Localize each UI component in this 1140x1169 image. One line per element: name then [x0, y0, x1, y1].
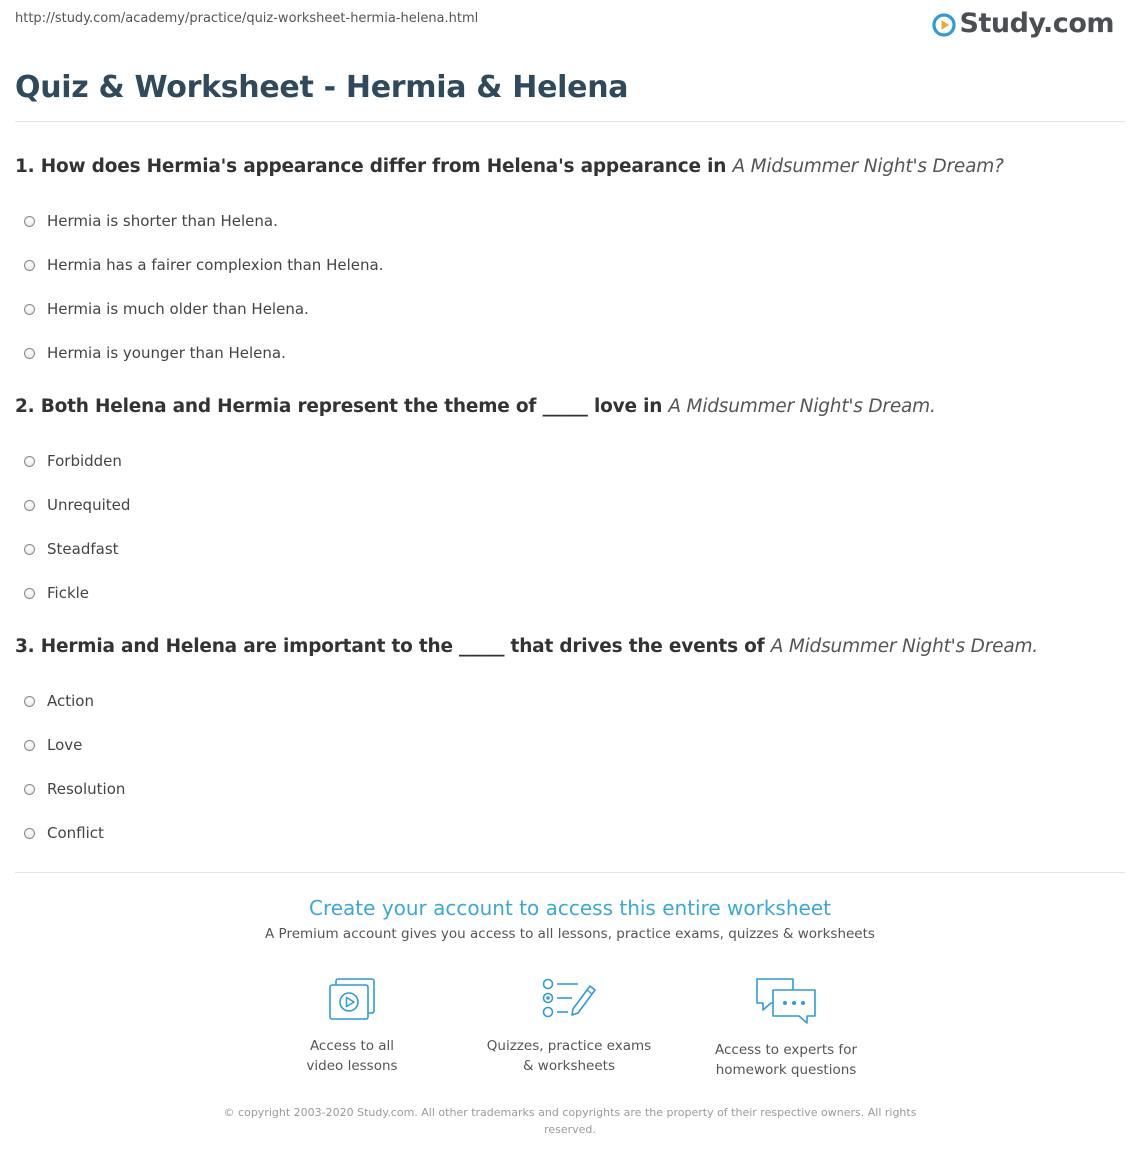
feature-label-line: Access to all — [309, 1038, 395, 1054]
answer-option[interactable] — [15, 571, 1125, 615]
option-label: Hermia is younger than Helena. — [47, 344, 286, 362]
option-label: Resolution — [47, 780, 126, 798]
radio-button[interactable] — [24, 696, 35, 707]
feature-label-line: & worksheets — [522, 1058, 615, 1074]
option-label: Fickle — [47, 584, 90, 602]
answer-option[interactable] — [15, 483, 1125, 527]
answer-option[interactable] — [15, 331, 1125, 375]
question-work-title: A Midsummer Night's Dream? — [732, 156, 1004, 177]
title-divider — [15, 121, 1125, 122]
top-bar — [0, 0, 1140, 50]
play-logo-icon — [932, 13, 956, 37]
radio-button[interactable] — [24, 500, 35, 511]
radio-button[interactable] — [24, 588, 35, 599]
radio-button[interactable] — [24, 544, 35, 555]
feature-quizzes — [469, 976, 669, 1076]
question-prompt: 1. How does Hermia's appearance differ from Helena's appearance in — [15, 156, 733, 177]
radio-button[interactable] — [24, 348, 35, 359]
radio-button[interactable] — [24, 784, 35, 795]
feature-label — [252, 1036, 452, 1076]
option-label: Conflict — [47, 824, 104, 842]
feature-label — [686, 1040, 886, 1080]
option-label: Love — [47, 736, 83, 754]
radio-button[interactable] — [24, 828, 35, 839]
question-prompt: 2. Both Helena and Hermia represent the theme of _____ love in — [15, 396, 669, 417]
answer-option[interactable] — [15, 287, 1125, 331]
quiz-checklist-icon — [540, 976, 598, 1022]
logo-text: Study.com — [959, 8, 1114, 39]
option-label: Steadfast — [47, 540, 119, 558]
question-work-title: A Midsummer Night's Dream. — [770, 636, 1038, 657]
radio-button[interactable] — [24, 740, 35, 751]
video-lessons-icon — [326, 976, 378, 1022]
feature-label-line: Quizzes, practice exams — [486, 1038, 652, 1054]
question-text — [15, 156, 1125, 177]
option-label: Hermia has a fairer complexion than Helena. — [47, 256, 384, 274]
feature-label — [469, 1036, 669, 1076]
feature-experts — [686, 976, 886, 1080]
radio-button[interactable] — [24, 456, 35, 467]
create-account-link[interactable]: Create your account to access this entire worksheet — [309, 896, 831, 920]
answer-option[interactable] — [15, 439, 1125, 483]
chat-bubbles-icon — [753, 976, 819, 1026]
answer-option[interactable] — [15, 679, 1125, 723]
question-work-title: A Midsummer Night's Dream. — [668, 396, 936, 417]
option-label: Hermia is much older than Helena. — [47, 300, 309, 318]
radio-button[interactable] — [24, 216, 35, 227]
answer-options — [15, 679, 1125, 855]
feature-label-line: homework questions — [715, 1062, 857, 1078]
question-text — [15, 396, 1125, 417]
option-label: Forbidden — [47, 452, 122, 470]
question-3 — [15, 636, 1125, 855]
page-url: http://study.com/academy/practice/quiz-worksheet-hermia-helena.html — [15, 11, 479, 26]
answer-option[interactable] — [15, 527, 1125, 571]
feature-label-line: video lessons — [306, 1058, 398, 1074]
question-2 — [15, 396, 1125, 615]
answer-option[interactable] — [15, 767, 1125, 811]
answer-option[interactable] — [15, 243, 1125, 287]
option-label: Hermia is shorter than Helena. — [47, 212, 278, 230]
question-prompt: 3. Hermia and Helena are important to the _____ that drives the events of — [15, 636, 771, 657]
question-1 — [15, 156, 1125, 375]
option-label: Action — [47, 692, 94, 710]
study-logo[interactable] — [932, 8, 1114, 39]
cta-subtitle: A Premium account gives you access to all lessons, practice exams, quizzes & worksheets — [265, 926, 875, 942]
feature-label-line: Access to experts for — [714, 1042, 857, 1058]
radio-button[interactable] — [24, 260, 35, 271]
copyright-footer: © copyright 2003-2020 Study.com. All other trademarks and copyrights are the property of their respective owners. All rights reserved. — [223, 1106, 917, 1136]
answer-options — [15, 439, 1125, 615]
cta-divider — [15, 872, 1125, 873]
answer-option[interactable] — [15, 723, 1125, 767]
page-title: Quiz & Worksheet - Hermia & Helena — [15, 70, 629, 105]
question-text — [15, 636, 1125, 657]
feature-video-lessons — [252, 976, 452, 1076]
radio-button[interactable] — [24, 304, 35, 315]
answer-option[interactable] — [15, 199, 1125, 243]
option-label: Unrequited — [47, 496, 131, 514]
answer-option[interactable] — [15, 811, 1125, 855]
answer-options — [15, 199, 1125, 375]
